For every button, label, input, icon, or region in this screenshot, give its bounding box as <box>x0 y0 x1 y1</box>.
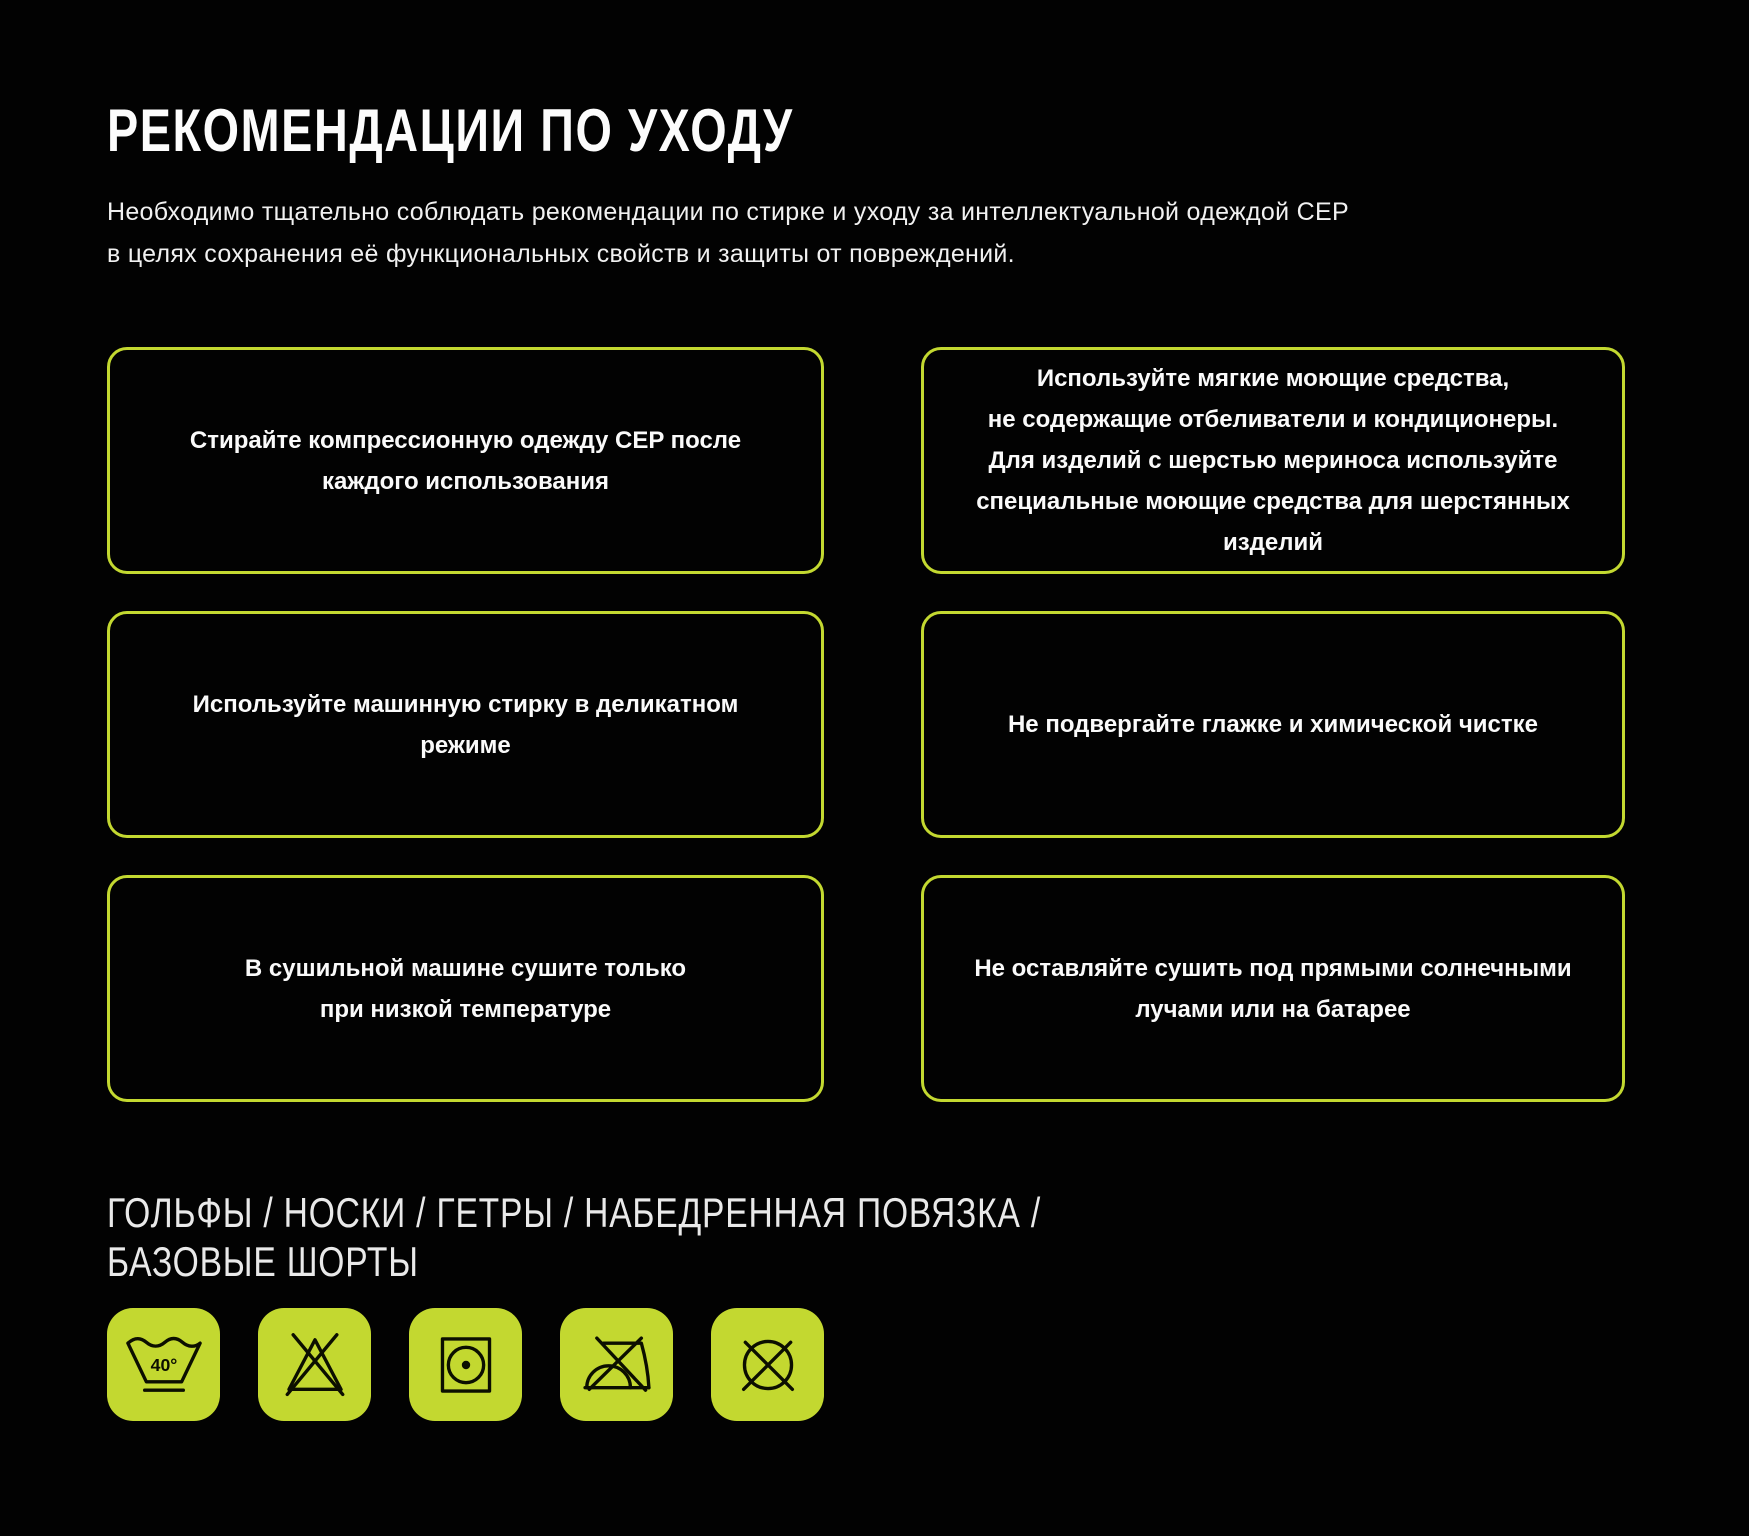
card-text-line: изделий <box>1222 529 1324 556</box>
crossed-circle-glyph <box>726 1323 810 1407</box>
square-circle-dot-glyph <box>424 1323 508 1407</box>
wash-40-delicate-icon <box>107 1308 220 1421</box>
card-text-line: Стирайте компрессионную одежду CEP после <box>189 426 742 454</box>
intro-line: в целях сохранения её функциональных свойств и защиты от повреждений. <box>107 240 1015 268</box>
intro-line: Необходимо тщательно соблюдать рекомендации по стирке и уходу за интеллектуальной одеждой CEP <box>107 198 1349 226</box>
care-card-no-direct-sun <box>921 875 1625 1102</box>
card-text-line: при низкой температуре <box>319 995 612 1023</box>
care-card-no-iron-no-dryclean <box>921 611 1625 838</box>
care-card-tumble-dry-low <box>107 875 824 1102</box>
card-text-line: Не оставляйте сушить под прямыми солнечными <box>974 954 1572 982</box>
page-title: РЕКОМЕНДАЦИИ ПО УХОДУ <box>107 97 794 164</box>
intro-text <box>107 191 1625 275</box>
card-text-line: специальные моющие средства для шерстянных <box>976 488 1570 515</box>
card-text-line: не содержащие отбеливатели и кондиционеры. <box>987 406 1559 433</box>
care-card-machine-wash-delicate <box>107 611 824 838</box>
do-not-iron-icon <box>560 1308 673 1421</box>
care-card-wash-after-use <box>107 347 824 574</box>
card-text-line: Используйте мягкие моющие средства, <box>1036 365 1510 392</box>
card-text-line: Не подвергайте глажке и химической чистке <box>1007 711 1539 738</box>
care-cards-grid <box>107 347 1625 1102</box>
do-not-dry-clean-icon <box>711 1308 824 1421</box>
products-title-line: БАЗОВЫЕ ШОРТЫ <box>107 1238 419 1285</box>
svg-text:40°: 40° <box>150 1354 177 1375</box>
card-text-line: каждого использования <box>322 467 609 495</box>
products-title-line: ГОЛЬФЫ / НОСКИ / ГЕТРЫ / НАБЕДРЕННАЯ ПОВЯЗКА / <box>107 1189 1041 1236</box>
crossed-iron-glyph <box>575 1323 659 1407</box>
card-text-line: Используйте машинную стирку в деликатном <box>192 690 739 718</box>
card-text-line: В сушильной машине сушите только <box>244 954 687 982</box>
card-text-line: Для изделий с шерстью мериноса используйте <box>988 447 1558 474</box>
card-text-line: режиме <box>420 731 511 759</box>
crossed-triangle-glyph <box>273 1323 357 1407</box>
care-icons-row <box>107 1308 1625 1421</box>
do-not-bleach-icon <box>258 1308 371 1421</box>
products-title <box>107 1188 1321 1286</box>
washtub-40-glyph <box>122 1323 206 1407</box>
tumble-dry-low-icon <box>409 1308 522 1421</box>
card-text-line: лучами или на батарее <box>1135 995 1411 1023</box>
care-card-mild-detergents <box>921 347 1625 574</box>
